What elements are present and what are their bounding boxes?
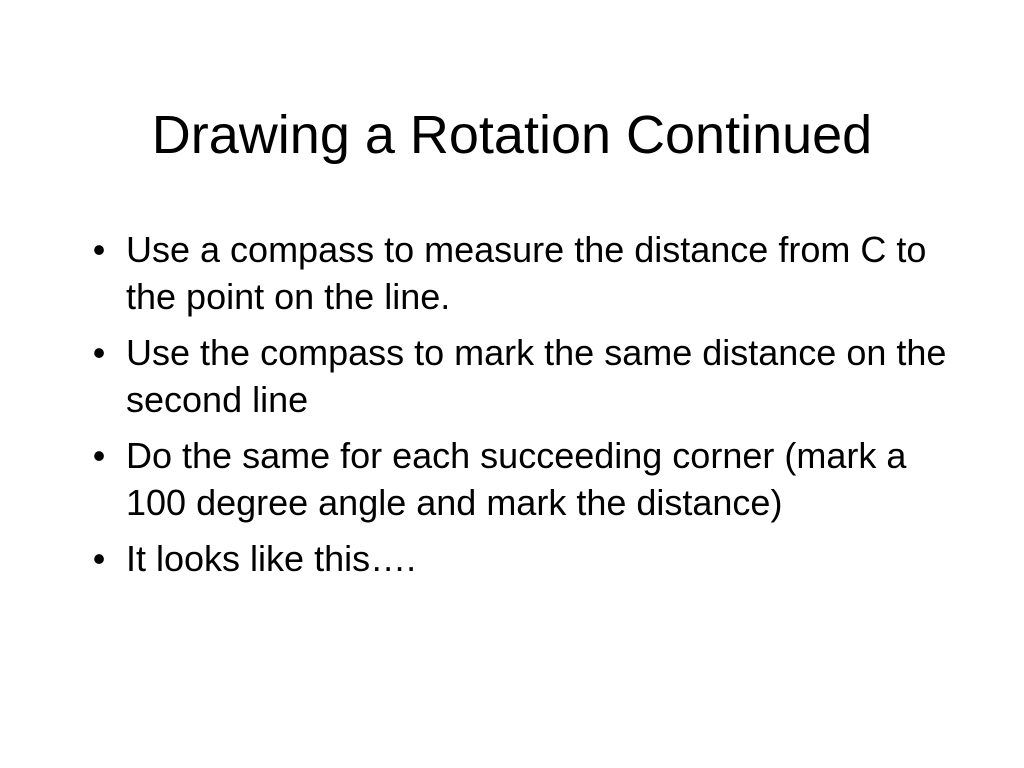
bullet-marker: •: [92, 332, 106, 373]
bullet-text: Use the compass to mark the same distance on the second line: [126, 332, 947, 420]
bullet-text: Do the same for each succeeding corner (mark a 100 degree angle and mark the distance): [126, 435, 907, 523]
bullet-item-repeat-corners: [84, 432, 964, 526]
bullet-item-mark-distance: [84, 329, 964, 423]
bullet-list: [84, 226, 964, 591]
bullet-marker: •: [92, 435, 106, 476]
slide-title: Drawing a Rotation Continued: [151, 105, 873, 165]
bullet-item-looks-like-this: [84, 535, 964, 582]
bullet-marker: •: [92, 229, 106, 270]
bullet-text: Use a compass to measure the distance from C to the point on the line.: [126, 229, 927, 317]
bullet-item-compass-measure: [84, 226, 964, 320]
bullet-text: It looks like this….: [126, 538, 417, 579]
bullet-marker: •: [92, 538, 106, 579]
